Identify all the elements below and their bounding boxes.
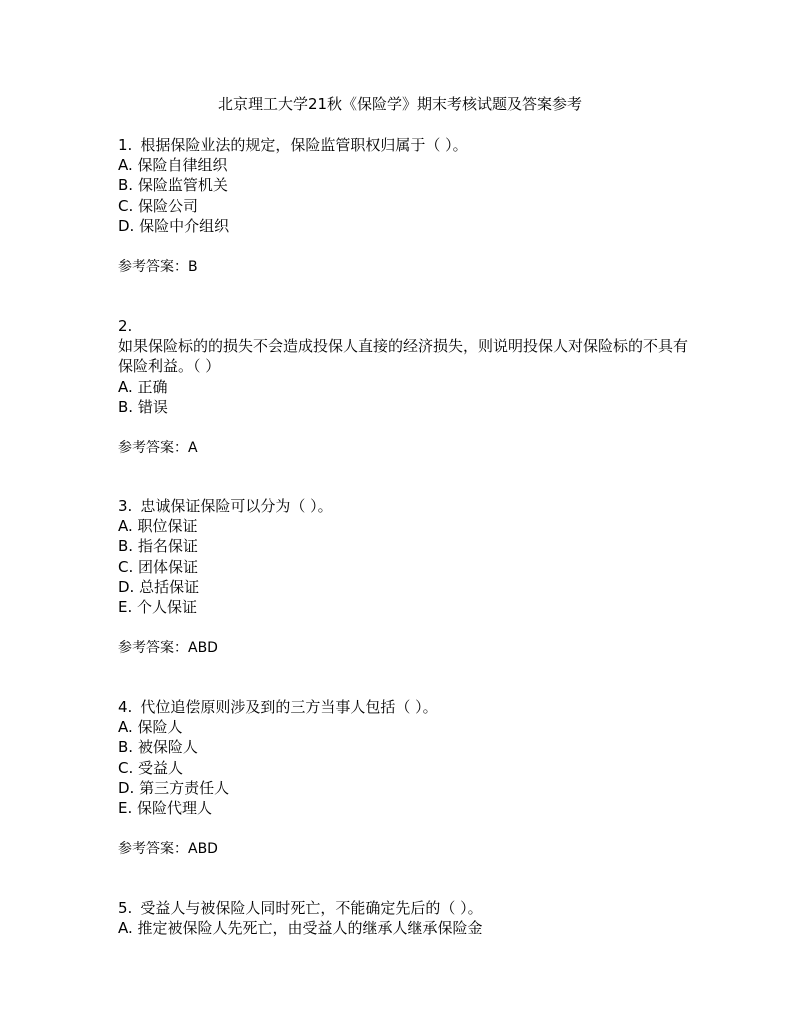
option-a: A. 正确 <box>118 377 168 396</box>
answer-value: A <box>188 440 198 456</box>
question-text: 1. 根据保险业法的规定，保险监管职权归属于（ ）。 <box>118 136 468 154</box>
question-2 <box>118 316 718 417</box>
answer-value: ABD <box>188 841 218 857</box>
question-number: 2. <box>118 317 133 335</box>
question-text: 3. 忠诚保证保险可以分为（ ）。 <box>118 497 333 515</box>
answer-2 <box>118 438 198 458</box>
option-a: A. 保险自律组织 <box>118 156 228 175</box>
question-1 <box>118 135 718 236</box>
question-3 <box>118 496 718 617</box>
answer-label: 参考答案： <box>118 259 188 275</box>
answer-4 <box>118 839 218 859</box>
question-text: 4. 代位追偿原则涉及到的三方当事人包括（ ）。 <box>118 698 438 716</box>
answer-label: 参考答案： <box>118 841 188 857</box>
answer-1 <box>118 257 198 277</box>
option-e: E. 保险代理人 <box>118 798 213 817</box>
option-c: C. 受益人 <box>118 758 184 777</box>
answer-label: 参考答案： <box>118 640 188 656</box>
answer-label: 参考答案： <box>118 440 188 456</box>
question-5 <box>118 898 718 938</box>
option-b: B. 被保险人 <box>118 738 198 757</box>
document-title: 北京理工大学21秋《保险学》期末考核试题及答案参考 <box>217 95 583 113</box>
option-b: B. 保险监管机关 <box>118 176 228 195</box>
option-a: A. 职位保证 <box>118 517 198 536</box>
question-number: 3. <box>118 497 133 515</box>
question-4 <box>118 697 718 818</box>
option-c: C. 团体保证 <box>118 557 199 576</box>
answer-value: B <box>188 259 198 275</box>
option-e: E. 个人保证 <box>118 597 198 616</box>
question-number: 1. <box>118 136 133 154</box>
option-c: C. 保险公司 <box>118 196 199 215</box>
option-a: A. 保险人 <box>118 718 183 737</box>
option-d: D. 保险中介组织 <box>118 216 230 235</box>
option-b: B. 指名保证 <box>118 537 198 556</box>
question-number: 4. <box>118 698 133 716</box>
question-number: 5. <box>118 899 133 917</box>
answer-3 <box>118 638 218 658</box>
option-b: B. 错误 <box>118 397 168 416</box>
option-a: A. 推定被保险人先死亡，由受益人的继承人继承保险金 <box>118 919 483 938</box>
question-text: 如果保险标的的损失不会造成投保人直接的经济损失，则说明投保人对保险标的不具有保险利益。（ ） <box>118 337 689 376</box>
option-d: D. 第三方责任人 <box>118 778 230 797</box>
question-text: 5. 受益人与被保险人同时死亡，不能确定先后的（ ）。 <box>118 899 483 917</box>
answer-value: ABD <box>188 640 218 656</box>
option-d: D. 总括保证 <box>118 577 200 596</box>
